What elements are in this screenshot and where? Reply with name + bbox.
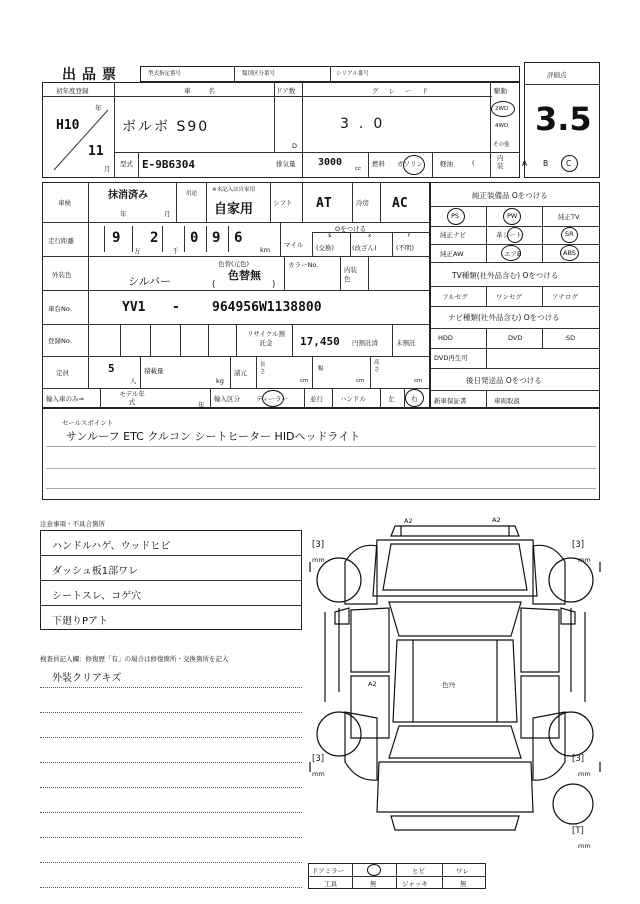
import-label: 輸入車のみ⇒ bbox=[46, 395, 84, 403]
tv-analog: アナログ bbox=[552, 293, 578, 301]
recycle-value: 17,450 bbox=[300, 335, 340, 348]
color-paren-open: ( bbox=[212, 280, 216, 290]
equip-leather-circle bbox=[507, 227, 523, 243]
equip-airbag-circle bbox=[501, 245, 521, 261]
parallel-label: 並行 bbox=[310, 395, 323, 403]
door-mirror-label: ドアミラー bbox=[312, 867, 345, 875]
color-label: 外装色 bbox=[52, 271, 72, 279]
equip-navi: 純正ナビ bbox=[440, 231, 466, 239]
mileage-circle-instruction: Oをつける bbox=[335, 225, 367, 233]
model-year-nen: 年 bbox=[198, 401, 205, 409]
recycle-paid: 円預託済 bbox=[352, 339, 378, 347]
color-no-label: カラーNo. bbox=[288, 261, 319, 269]
chassis-label: 車台No. bbox=[48, 305, 72, 313]
mileage-sen: 千 bbox=[172, 247, 179, 255]
navi-dvd: DVD bbox=[508, 334, 523, 342]
person-unit: 人 bbox=[130, 377, 137, 385]
door-label: ドア数 bbox=[276, 87, 296, 95]
page-title: 出品票 bbox=[62, 67, 122, 83]
mile-opt3-sym: f bbox=[408, 233, 410, 239]
selling-points-label: セールスポイント bbox=[62, 419, 114, 427]
inspection-label: 車検 bbox=[58, 199, 71, 207]
interior-a: A bbox=[522, 159, 528, 168]
mileage-digit-4: 9 bbox=[212, 230, 221, 246]
drive-label: 駆動 bbox=[494, 87, 507, 95]
interior-c-circle bbox=[561, 155, 578, 172]
jack-value: 無 bbox=[460, 880, 467, 888]
handle-left: 左 bbox=[388, 395, 395, 403]
capacity-label: 定員 bbox=[56, 369, 69, 377]
door-mirror-circle bbox=[367, 864, 381, 876]
width-cm: cm bbox=[356, 378, 365, 384]
mileage-label: 走行距離 bbox=[48, 237, 74, 245]
car-diagram bbox=[305, 512, 605, 864]
length-cm: cm bbox=[300, 378, 309, 384]
mile-opt1: (交換) bbox=[316, 244, 335, 252]
drive-2wd: 2WD bbox=[495, 106, 509, 112]
fuel-label: 燃料 bbox=[372, 160, 385, 168]
displacement-value: 3000 bbox=[318, 157, 343, 168]
car-name-label: 車名 bbox=[184, 87, 233, 95]
equip-aw: 純正AW bbox=[440, 250, 464, 258]
drive-other: その他 bbox=[493, 142, 510, 148]
chassis-value: 964956W1138800 bbox=[212, 300, 322, 315]
mileage-digit-5: 6 bbox=[234, 230, 243, 246]
tread-fl-mm: mm bbox=[312, 556, 325, 564]
tread-rl: [3] bbox=[312, 754, 325, 764]
crack-label: ヒビ bbox=[412, 867, 425, 875]
note-item-4: 下廻りPアト bbox=[52, 616, 109, 627]
interior-color-label: 内装色 bbox=[344, 266, 357, 283]
tread-fr: [3] bbox=[572, 540, 585, 550]
equip-ps: PS bbox=[451, 212, 460, 220]
first-reg-month: 11 bbox=[88, 144, 104, 159]
shift-label: シフト bbox=[273, 199, 293, 207]
mile-opt2-sym: x bbox=[368, 233, 372, 239]
tread-spare: [T] bbox=[572, 826, 584, 836]
month-label: 月 bbox=[104, 165, 111, 173]
height-label: 高さ bbox=[374, 360, 380, 373]
tools-value: 無 bbox=[370, 880, 377, 888]
genuine-equipment-label: 純正装備品 Oをつける bbox=[472, 191, 548, 200]
later-shipment-label: 後日発送品 Oをつける bbox=[466, 376, 542, 385]
grade-label: グレード bbox=[372, 87, 438, 95]
equip-sr-circle bbox=[561, 227, 578, 243]
mile-opt2: (改ざん) bbox=[352, 244, 377, 252]
first-reg-year: H10 bbox=[56, 118, 80, 133]
car-name: ボルボ S90 bbox=[122, 119, 210, 135]
interior-b: B bbox=[543, 159, 549, 168]
type-cert-label: 型式指定番号 bbox=[148, 71, 182, 77]
handle-right: 右 bbox=[411, 395, 418, 403]
inspection-month-label: 月 bbox=[164, 210, 171, 218]
color-change-value: 色替無 bbox=[228, 269, 261, 282]
later-manual: 車両取説 bbox=[494, 397, 520, 405]
fuel-gasoline-circle bbox=[403, 155, 425, 175]
navi-hdd: HDD bbox=[438, 334, 453, 342]
usage-note: ※未記入は自家用 bbox=[212, 187, 256, 193]
mileage-man: 万 bbox=[134, 247, 141, 255]
model-value: E-9B6304 bbox=[142, 158, 195, 171]
usage-value: 自家用 bbox=[214, 202, 254, 217]
reg-no-label: 登録No. bbox=[48, 337, 72, 345]
equip-abs: ABS bbox=[563, 249, 576, 257]
color-change-label: 色替(元色) bbox=[218, 260, 250, 268]
handle-label: ハンドル bbox=[340, 395, 366, 403]
mile-label: マイル bbox=[284, 241, 304, 249]
tread-fr-mm: mm bbox=[578, 556, 591, 564]
notes-label: 注意事項・不具合箇所 bbox=[40, 520, 105, 528]
km-unit: km bbox=[260, 246, 271, 254]
chassis-prefix: YV1 bbox=[122, 300, 146, 315]
selling-points-box bbox=[42, 408, 600, 500]
selling-points-text: サンルーフ ETC クルコン シートヒーター HIDヘッドライト bbox=[66, 430, 361, 443]
jack-label: ジャッキ bbox=[402, 880, 428, 888]
diagram-mark-color: 色ｱｾ bbox=[442, 681, 455, 689]
dvd-playback-label: DVD再生可 bbox=[434, 354, 468, 362]
drive-4wd: 4WD bbox=[495, 123, 509, 129]
recycle-unpaid: 未預託 bbox=[396, 339, 416, 347]
inspection-year-label: 年 bbox=[120, 210, 127, 218]
tools-label: 工具 bbox=[324, 880, 337, 888]
equip-pw: PW bbox=[507, 212, 518, 220]
tv-fullseg: フルセグ bbox=[442, 293, 468, 301]
tv-oneseg: ワンセグ bbox=[496, 293, 522, 301]
equip-airbag: エアB bbox=[504, 250, 522, 258]
diagram-mark-a2-door: A2 bbox=[368, 680, 377, 688]
model-label: 型式 bbox=[120, 160, 133, 168]
dims-label: 諸元 bbox=[234, 369, 247, 377]
later-warranty: 新車保証書 bbox=[434, 397, 467, 405]
note-item-2: ダッシュ板1部ワレ bbox=[52, 566, 139, 577]
rating-value: 3.5 bbox=[535, 100, 592, 138]
class-number-label: 類別区分番号 bbox=[242, 71, 276, 77]
tread-rr: [3] bbox=[572, 754, 585, 764]
mile-opt1-sym: $ bbox=[328, 233, 332, 239]
break-label: ワレ bbox=[456, 867, 469, 875]
mileage-digit-2: 2 bbox=[150, 230, 159, 246]
color-paren-close: ) bbox=[272, 280, 276, 290]
handle-right-circle bbox=[405, 389, 424, 407]
tread-rr-mm: mm bbox=[578, 770, 591, 778]
tread-spare-mm: mm bbox=[578, 842, 591, 850]
mile-opt3: (不明) bbox=[396, 244, 415, 252]
diagram-mark-a2-front-right: A2 bbox=[492, 516, 501, 524]
equip-tv: 純正TV bbox=[558, 213, 580, 221]
recycle-label: リサイクル預託金 bbox=[246, 330, 286, 347]
capacity-value: 5 bbox=[108, 362, 115, 375]
navi-type-label: ナビ種類(社外品含む) Oをつける bbox=[448, 313, 560, 322]
tread-fl: [3] bbox=[312, 540, 325, 550]
interior-c: C bbox=[566, 159, 572, 168]
note-item-3: シートスレ、コゲ穴 bbox=[52, 591, 142, 602]
equip-sr: SR bbox=[565, 230, 574, 238]
shift-value: AT bbox=[316, 196, 332, 211]
equip-abs-circle bbox=[560, 245, 579, 261]
first-reg-nen: 年 bbox=[95, 104, 102, 112]
equip-ps-circle bbox=[447, 208, 465, 225]
ac-value: AC bbox=[392, 196, 408, 211]
serial-number-label: シリアル番号 bbox=[336, 71, 369, 77]
color-value: シルバー bbox=[128, 275, 171, 288]
interior-label: 内装 bbox=[497, 154, 504, 170]
navi-sd: SD bbox=[566, 334, 576, 342]
displacement-label: 排気量 bbox=[276, 160, 296, 168]
drive-2wd-circle bbox=[491, 101, 515, 117]
inspector-text: 外装クリアキズ bbox=[52, 673, 122, 684]
chassis-dash: - bbox=[172, 300, 180, 315]
note-item-1: ハンドルハゲ、ウッドヒビ bbox=[52, 541, 171, 552]
height-cm: cm bbox=[414, 378, 423, 384]
grade-value: 3.0 bbox=[340, 116, 393, 132]
import-class-label: 輸入区分 bbox=[214, 395, 240, 403]
mileage-digit-1: 9 bbox=[112, 230, 121, 246]
first-reg-label: 初年度登録 bbox=[56, 87, 89, 95]
rating-label: 評価点 bbox=[547, 71, 567, 79]
cc-unit: cc bbox=[355, 166, 362, 172]
length-label: 長さ bbox=[260, 362, 266, 375]
import-class-value: ディーラー bbox=[256, 395, 288, 403]
load-label: 積載量 bbox=[144, 367, 164, 375]
inspector-label: 検査員記入欄：修復歴「有」の場合は修復箇所・交換箇所を記入 bbox=[40, 655, 229, 663]
import-dealer-circle bbox=[262, 390, 284, 407]
width-label: 幅 bbox=[318, 366, 324, 372]
ac-label: 冷房 bbox=[356, 199, 369, 207]
fuel-paren: ( bbox=[472, 159, 475, 167]
fuel-gasoline: ガソリン bbox=[397, 160, 423, 168]
mileage-digit-3: 0 bbox=[190, 230, 199, 246]
tread-rl-mm: mm bbox=[312, 770, 325, 778]
diagram-mark-a2-front-left: A2 bbox=[404, 517, 413, 525]
inspection-value: 抹消済み bbox=[108, 190, 148, 201]
model-year-label: モデル年式 bbox=[119, 390, 145, 406]
fuel-diesel: 軽油 bbox=[440, 160, 453, 168]
usage-label: 用途 bbox=[186, 191, 198, 197]
equip-pw-circle bbox=[503, 208, 521, 225]
door-d: D bbox=[292, 142, 298, 150]
equip-leather: 革シート bbox=[496, 231, 522, 239]
kg-unit: kg bbox=[216, 377, 224, 385]
tv-type-label: TV種類(社外品含む) Oをつける bbox=[452, 271, 559, 280]
